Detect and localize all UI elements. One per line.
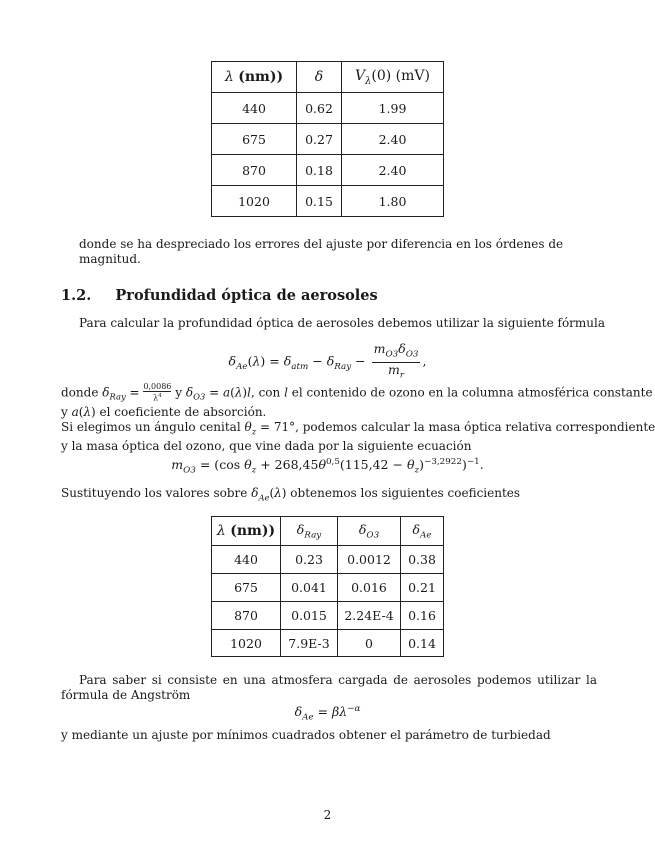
substitution-line: Sustituyendo los valores sobre $\delta_{Ae}(\lambda)$ obtenemos los siguientes coeficientes xyxy=(61,486,521,503)
table1-header-v: $V_\lambda(0)$ (mV) xyxy=(342,62,444,93)
table-cell: 0.21 xyxy=(401,574,444,602)
table-cell: 1.80 xyxy=(342,186,444,217)
table2-header-o3: $\delta_{O3}$ xyxy=(338,517,401,546)
table-cell: 870 xyxy=(212,155,297,186)
table-cell: 2.40 xyxy=(342,155,444,186)
table-cell: 0.041 xyxy=(281,574,338,602)
definitions-paragraph: donde $\delta_{Ray}$ = $\frac{0,0086}{\lambda^4}$ y $\delta_{O3} = a(\lambda)l$, con l el contenido de ozono en la columna atmosférica constante y a(λ) el coeficiente de absorción. Si elegimos un ángulo cenital $\theta_z = 71^\circ$, podemos calcular la masa óptica relativa correspondiente y la masa óptica del ozono, que vine dada por la siguiente ecuación xyxy=(61,382,655,454)
table-cell: 0.18 xyxy=(297,155,342,186)
table2-header-ray: $\delta_{Ray}$ xyxy=(281,517,338,546)
table-cell: 0.0012 xyxy=(338,546,401,574)
table-cell: 0.23 xyxy=(281,546,338,574)
table-cell: 0.14 xyxy=(401,630,444,657)
table-cell: 0.62 xyxy=(297,93,342,124)
table-cell: 7.9E-3 xyxy=(281,630,338,657)
table1-header-delta: δ xyxy=(297,62,342,93)
table-cell: 675 xyxy=(212,124,297,155)
formula-ozone-mass: $m_{O3} = (\cos$ $\theta_z + 268,45\theta^{0,5}(115,42 - \theta_z)^{-3,2922})^{-1}$. xyxy=(171,457,484,476)
table2-header-lambda: λ (nm)) xyxy=(212,517,281,546)
table-cell: 0.15 xyxy=(297,186,342,217)
table-cell: 1020 xyxy=(212,630,281,657)
table-cell: 675 xyxy=(212,574,281,602)
table-cell: 440 xyxy=(212,546,281,574)
section-number: 1.2. xyxy=(61,287,92,304)
table-coefficients-1 xyxy=(211,61,444,217)
table-cell: 1.99 xyxy=(342,93,444,124)
section-heading xyxy=(61,287,378,304)
section-title: Profundidad óptica de aerosoles xyxy=(115,287,378,304)
page-number: 2 xyxy=(323,808,332,822)
last-line: y mediante un ajuste por mínimos cuadrados obtener el parámetro de turbiedad xyxy=(61,728,551,742)
table-coefficients-2 xyxy=(211,516,444,657)
table-cell: 2.24E-4 xyxy=(338,602,401,630)
angstrom-paragraph: Para saber si consiste en una atmosfera cargada de aerosoles podemos utilizar la fórmula de Angström xyxy=(61,673,597,702)
formula-aerosol-optical-depth: $\delta_{Ae}(\lambda) = \delta_{atm} - \delta_{Ray}$ − $\frac{m_{O3}\delta_{O3}}{m_r}$ , xyxy=(228,341,427,380)
formula-angstrom: $\delta_{Ae} = \beta\lambda^{-\alpha}$ xyxy=(294,704,361,723)
intro-paragraph: Para calcular la profundidad óptica de aerosoles debemos utilizar la siguiente fórmula xyxy=(79,316,606,330)
table-cell: 2.40 xyxy=(342,124,444,155)
table-cell: 0.27 xyxy=(297,124,342,155)
table-cell: 870 xyxy=(212,602,281,630)
table-cell: 0.38 xyxy=(401,546,444,574)
table-cell: 1020 xyxy=(212,186,297,217)
table2-header-ae: $\delta_{Ae}$ xyxy=(401,517,444,546)
table-cell: 0.016 xyxy=(338,574,401,602)
table-cell: 0 xyxy=(338,630,401,657)
table1-header-lambda: λ (nm)) xyxy=(212,62,297,93)
note-after-table1: donde se ha despreciado los errores del ajuste por diferencia en los órdenes de magnitud. xyxy=(79,237,564,266)
table-cell: 0.015 xyxy=(281,602,338,630)
table-cell: 440 xyxy=(212,93,297,124)
table-cell: 0.16 xyxy=(401,602,444,630)
